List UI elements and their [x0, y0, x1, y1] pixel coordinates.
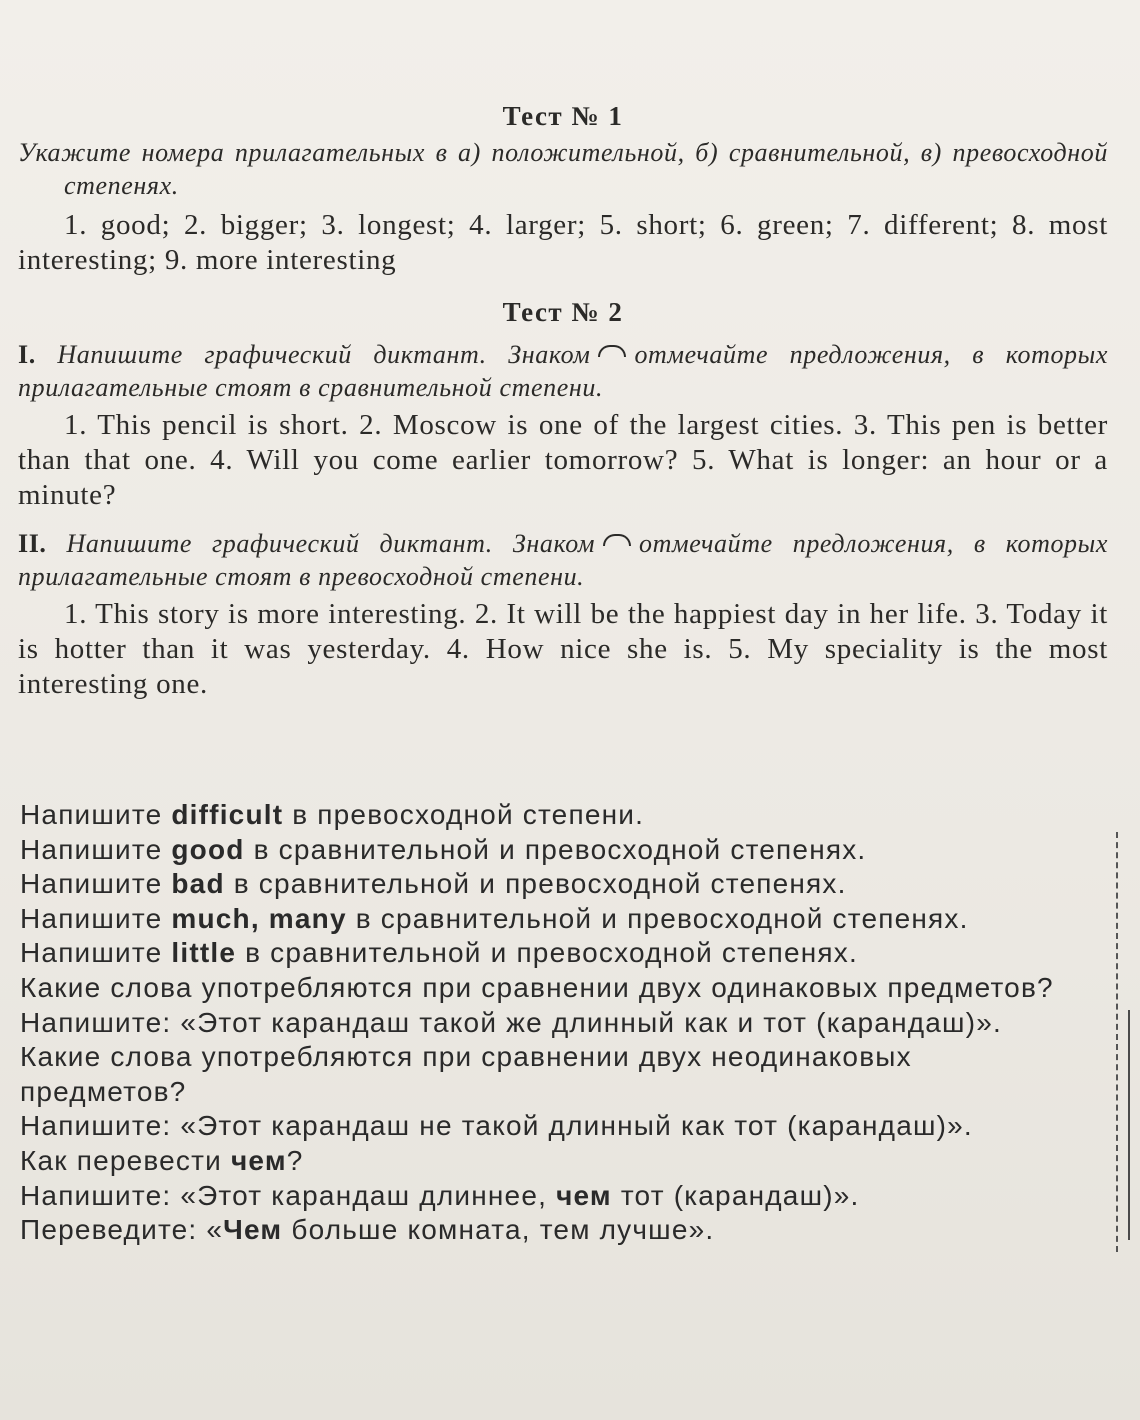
test-2-part-2-instruction — [18, 527, 1108, 593]
part-2-number: II. — [18, 529, 47, 558]
question-10: Как перевести чем? — [20, 1144, 304, 1176]
margin-rule-line — [1128, 1010, 1130, 1240]
test-1-title: Тест № 1 — [502, 101, 624, 131]
question-4: Напишите much, many в сравнительной и превосходной степенях. — [20, 902, 969, 934]
test-1-instruction: Укажите номера прилагательных в а) положительной, б) сравнительной, в) превосходной степенях. — [18, 138, 1108, 200]
question-7: Напишите: «Этот карандаш такой же длинный как и тот (карандаш)». — [20, 1006, 1002, 1038]
test-1-items: 1. good; 2. bigger; 3. longest; 4. larger; 5. short; 6. green; 7. different; 8. most interesting; 9. more interesting — [18, 209, 1108, 276]
question-9: Напишите: «Этот карандаш не такой длинный как тот (карандаш)». — [20, 1110, 973, 1142]
part-2-instruction-a: Напишите графический диктант. Знаком — [66, 529, 596, 558]
part-1-number: I. — [18, 340, 36, 369]
question-1: Напишите difficult в превосходной степени. — [20, 799, 645, 830]
question-12: Переведите: «Чем больше комната, тем лучше». — [20, 1214, 715, 1246]
question-5: Напишите little в сравнительной и превосходной степенях. — [20, 937, 858, 969]
arc-mark-icon — [603, 534, 631, 546]
test-2-title: Тест № 2 — [502, 297, 624, 327]
question-6: Какие слова употребляются при сравнении двух одинаковых предметов? — [20, 971, 1054, 1003]
arc-mark-icon — [598, 345, 626, 357]
question-2: Напишите good в сравнительной и превосходной степенях. — [20, 833, 867, 865]
question-11: Напишите: «Этот карандаш длиннее, чем тот (карандаш)». — [20, 1179, 860, 1211]
margin-dashed-line — [1116, 832, 1122, 1252]
question-3: Напишите bad в сравнительной и превосходной степенях. — [20, 868, 847, 900]
test-2-part-2-text: 1. This story is more interesting. 2. It will be the happiest day in her life. 3. Today it is hotter than it was yesterday. 4. How nice she is. 5. My speciality is the most interesting one. — [18, 598, 1108, 700]
test-2-part-1-text: 1. This pencil is short. 2. Moscow is one of the largest cities. 3. This pen is better than that one. 4. Will you come earlier tomorrow? 5. What is longer: an hour or a minute? — [18, 409, 1108, 511]
test-2-part-1-instruction — [18, 338, 1108, 404]
part-1-instruction-a: Напишите графический диктант. Знаком — [57, 340, 591, 369]
part-2-instruction-b: отмечайте предложения, в которых прилагательные стоят в превосходной степени. — [18, 529, 1108, 591]
question-8: Какие слова употребляются при сравнении двух неодинаковых предметов? — [20, 1041, 912, 1107]
questions-list — [20, 798, 1060, 1248]
part-1-instruction-b: отмечайте предложения, в которых прилагательные стоят в сравнительной степени. — [18, 340, 1108, 402]
exercise-block — [18, 96, 1108, 702]
